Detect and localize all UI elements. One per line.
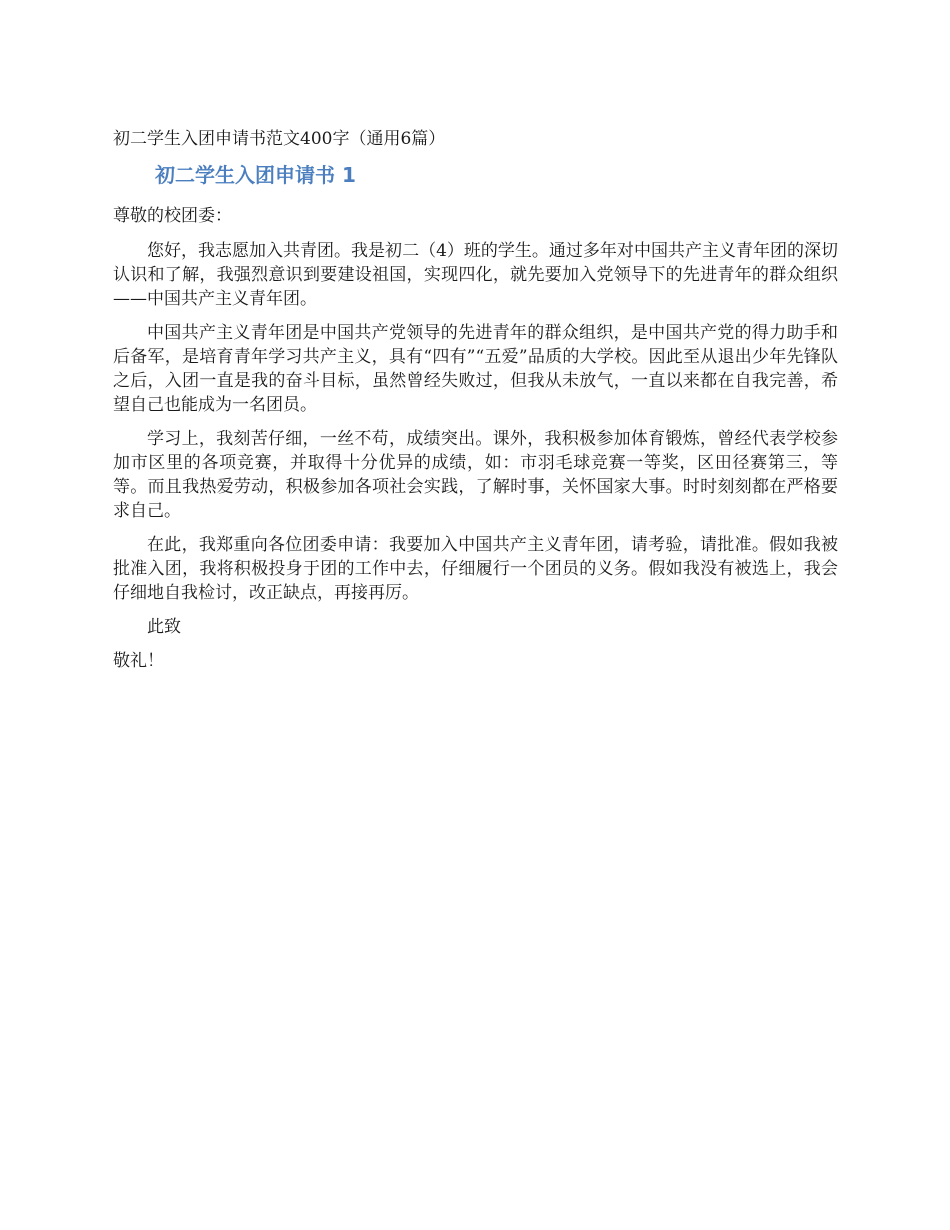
paragraph: 学习上，我刻苦仔细，一丝不苟，成绩突出。课外，我积极参加体育锻炼，曾经代表学校参加市区里的各项竞赛，并取得十分优异的成绩，如：市羽毛球竞赛一等奖，区田径赛第三，等等。而且我热爱劳动，积极参加各项社会实践，了解时事，关怀国家大事。时时刻刻都在严格要求自己。 [113, 429, 838, 521]
closing: 此致 [147, 617, 181, 637]
regards: 敬礼！ [113, 651, 164, 671]
letter-body [113, 204, 838, 673]
paragraph: 您好，我志愿加入共青团。我是初二（4）班的学生。通过多年对中国共产主义青年团的深切认识和了解，我强烈意识到要建设祖国，实现四化，就先要加入党领导下的先进青年的群众组织——中国共产主义青年团。 [113, 241, 838, 309]
paragraph: 在此，我郑重向各位团委申请：我要加入中国共产主义青年团，请考验，请批准。假如我被批准入团，我将积极投身于团的工作中去，仔细履行一个团员的义务。假如我没有被选上，我会仔细地自我检讨，改正缺点，再接再厉。 [113, 535, 838, 603]
paragraph: 中国共产主义青年团是中国共产党领导的先进青年的群众组织，是中国共产党的得力助手和后备军，是培育青年学习共产主义，具有“四有”“五爱”品质的大学校。因此至从退出少年先锋队之后，入团一直是我的奋斗目标，虽然曾经失败过，但我从未放气，一直以来都在自我完善，希望自己也能成为一名团员。 [113, 323, 838, 415]
document-title: 初二学生入团申请书范文400字（通用6篇） [113, 129, 446, 149]
salutation: 尊敬的校团委： [113, 206, 232, 226]
section-heading: 初二学生入团申请书 1 [155, 163, 356, 187]
